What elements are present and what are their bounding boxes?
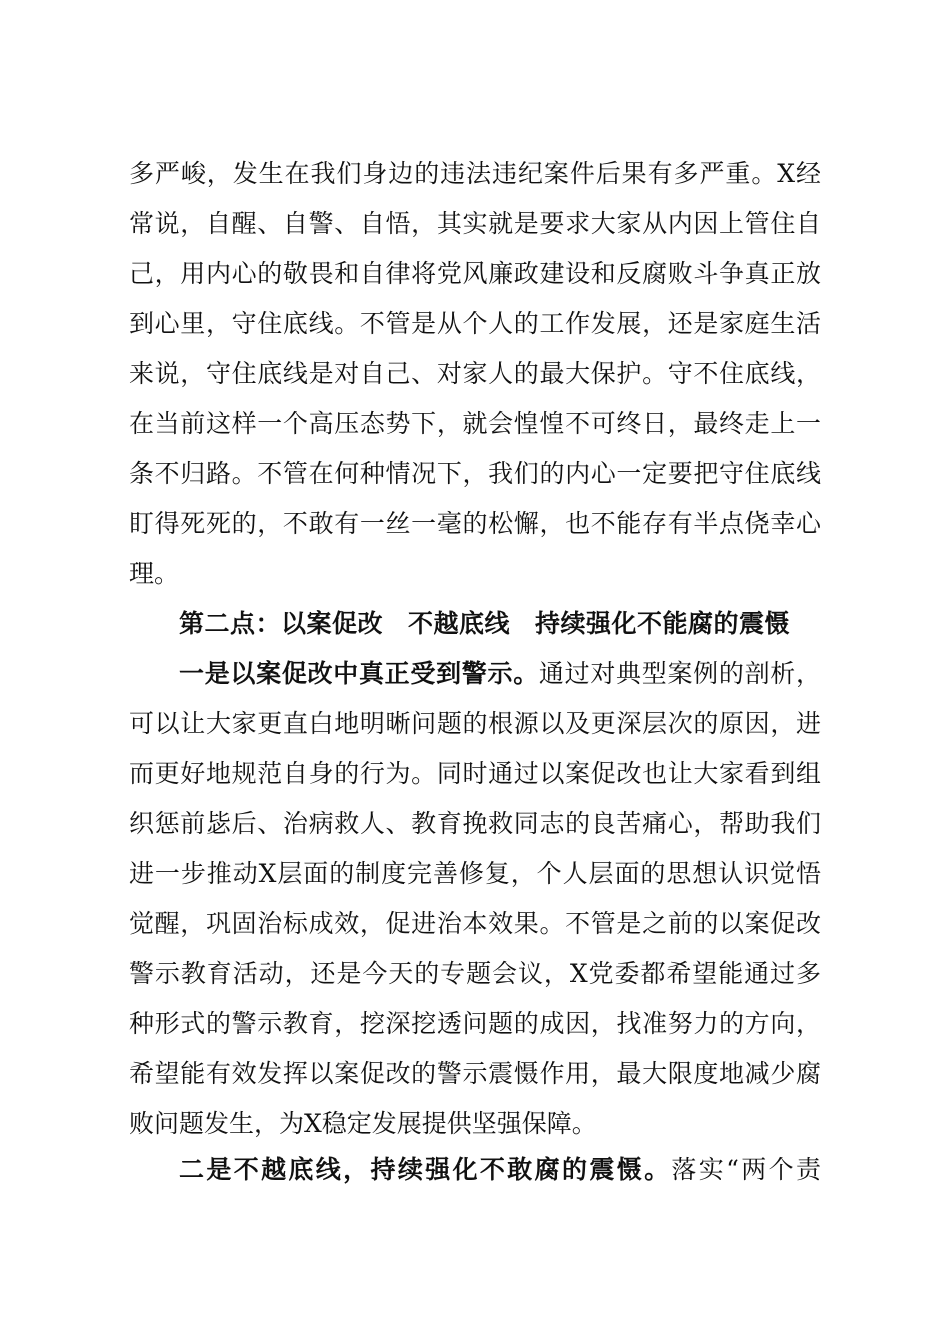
paragraph-case-reform (129, 649, 821, 1149)
paragraph-line: 可以让大家更直白地明晰问题的根源以及更深层次的原因，进 (129, 709, 821, 738)
paragraph-line: 败问题发生，为X稳定发展提供坚强保障。 (129, 1109, 597, 1138)
paragraph-line: 条不归路。不管在何种情况下，我们的内心一定要把守住底线 (129, 459, 821, 488)
paragraph-line: 希望能有效发挥以案促改的警示震慑作用，最大限度地减少腐 (129, 1059, 821, 1088)
paragraph-line: 觉醒，巩固治标成效，促进治本效果。不管是之前的以案促改 (129, 909, 821, 938)
section-heading-block (129, 599, 821, 649)
paragraph-line: 来说，守住底线是对自己、对家人的最大保护。守不住底线， (129, 359, 821, 388)
section-heading (129, 599, 821, 649)
paragraph-line: 己，用内心的敬畏和自律将党风廉政建设和反腐败斗争真正放 (129, 259, 821, 288)
paragraph-lead: 一是以案促改中真正受到警示。 (179, 659, 539, 688)
paragraph-first-line (129, 1145, 821, 1195)
paragraph-line: 盯得死死的，不敢有一丝一毫的松懈，也不能存有半点侥幸心 (129, 509, 821, 538)
paragraph-continuation (129, 149, 821, 599)
paragraph-text: 通过对典型案例的剖析， (538, 659, 821, 688)
paragraph-line: 织惩前毖后、治病救人、教育挽救同志的良苦痛心，帮助我们 (129, 809, 821, 838)
section-heading-part: 持续强化不能腐的震慑 (535, 609, 791, 638)
paragraph-line: 到心里，守住底线。不管是从个人的工作发展，还是家庭生活 (129, 309, 821, 338)
paragraph-line: 种形式的警示教育，挖深挖透问题的成因，找准努力的方向， (129, 1009, 821, 1038)
paragraph-line: 在当前这样一个高压态势下，就会惶惶不可终日，最终走上一 (129, 409, 821, 438)
section-heading-part: 第二点：以案促改 (179, 609, 384, 638)
paragraph-lead: 二是不越底线，持续强化不敢腐的震慑。 (179, 1155, 672, 1184)
paragraph-line: 多严峻，发生在我们身边的违法违纪案件后果有多严重。X经 (129, 159, 821, 188)
paragraph-line: 理。 (129, 559, 180, 588)
paragraph-line: 常说，自醒、自警、自悟，其实就是要求大家从内因上管住自 (129, 209, 821, 238)
paragraph-line: 进一步推动X层面的制度完善修复，个人层面的思想认识觉悟 (129, 859, 821, 888)
paragraph-bottom-line (129, 1145, 821, 1195)
paragraph-line: 而更好地规范自身的行为。同时通过以案促改也让大家看到组 (129, 759, 821, 788)
section-heading-part: 不越底线 (408, 609, 511, 638)
paragraph-line: 警示教育活动，还是今天的专题会议，X党委都希望能通过多 (129, 959, 821, 988)
paragraph-first-line (129, 649, 821, 699)
paragraph-text: 落实“两个责 (671, 1155, 821, 1184)
